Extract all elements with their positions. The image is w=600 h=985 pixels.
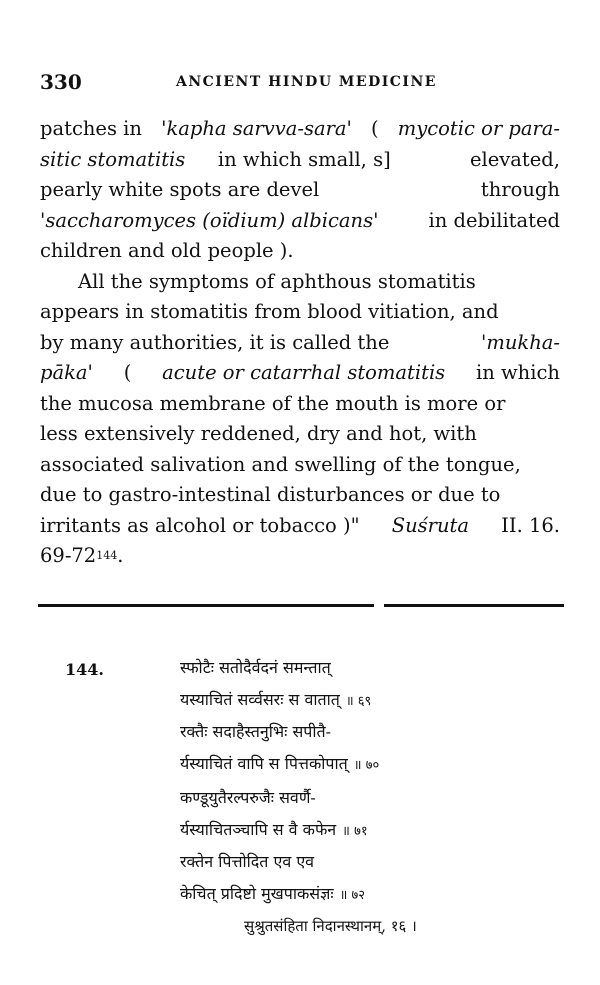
text-line: sitic stomatitis in which small, s] elevated, xyxy=(40,147,560,171)
footnote-verse: र्यस्याचितञ्चापि स वै कफेन ॥ ७१ xyxy=(180,820,368,839)
footnote-divider xyxy=(38,604,374,607)
body-text xyxy=(40,114,560,572)
text-line: by many authorities, it is called the 'mukha- xyxy=(40,330,560,354)
text-line: pearly white spots are devel through xyxy=(40,178,560,201)
text-line: 69-72 144 . xyxy=(40,541,560,572)
text-line: the mucosa membrane of the mouth is more or xyxy=(40,391,506,415)
footnote-number: 144. xyxy=(65,660,104,679)
footnote-marker: 144 xyxy=(96,549,118,562)
footnote-citation: सुश्रुतसंहिता निदानस्थानम्, १६ । xyxy=(244,917,417,935)
footnote-verse: रक्तैः सदाहैस्तनुभिः सपीतै- xyxy=(180,722,332,741)
footnote-verse: रक्तेन पित्तोदित एव एव xyxy=(180,852,315,871)
page-number: 330 xyxy=(40,70,82,94)
text-line: All the symptoms of aphthous stomatitis xyxy=(78,269,476,293)
running-head: ANCIENT HINDU MEDICINE xyxy=(176,74,437,90)
footnote-verse: स्फोटैः सतोदैर्वदनं समन्तात् xyxy=(180,658,331,677)
footnote-divider xyxy=(384,604,564,607)
text-line: children and old people ). xyxy=(40,239,294,262)
footnote-verse: र्यस्याचितं वापि स पित्तकोपात् ॥ ७० xyxy=(180,754,380,773)
footnote-verse: केचित् प्रदिष्टो मुखपाकसंज्ञः ॥ ७२ xyxy=(180,884,366,903)
text-line: 'saccharomyces (oïdium) albicans' in debilitated xyxy=(40,208,560,232)
footnote-verse: कण्डूयुतैरल्परुजैः सवर्णै- xyxy=(180,788,316,807)
text-line: less extensively reddened, dry and hot, with xyxy=(40,422,477,445)
text-line: due to gastro-intestinal disturbances or due to xyxy=(40,483,501,506)
text-line: patches in 'kapha sarvva-sara' ( mycotic or para- xyxy=(40,117,560,140)
text-line: appears in stomatitis from blood vitiation, and xyxy=(40,300,499,323)
footnote-verse: यस्याचितं सर्व्वसरः स वातात् ॥ ६९ xyxy=(180,690,372,709)
text-line: associated salivation and swelling of the tongue, xyxy=(40,452,521,476)
text-line: irritants as alcohol or tobacco )" Suśruta II. 16. xyxy=(40,513,560,537)
text-line: pāka' ( acute or catarrhal stomatitis in which xyxy=(40,361,560,384)
page-header xyxy=(40,70,560,94)
